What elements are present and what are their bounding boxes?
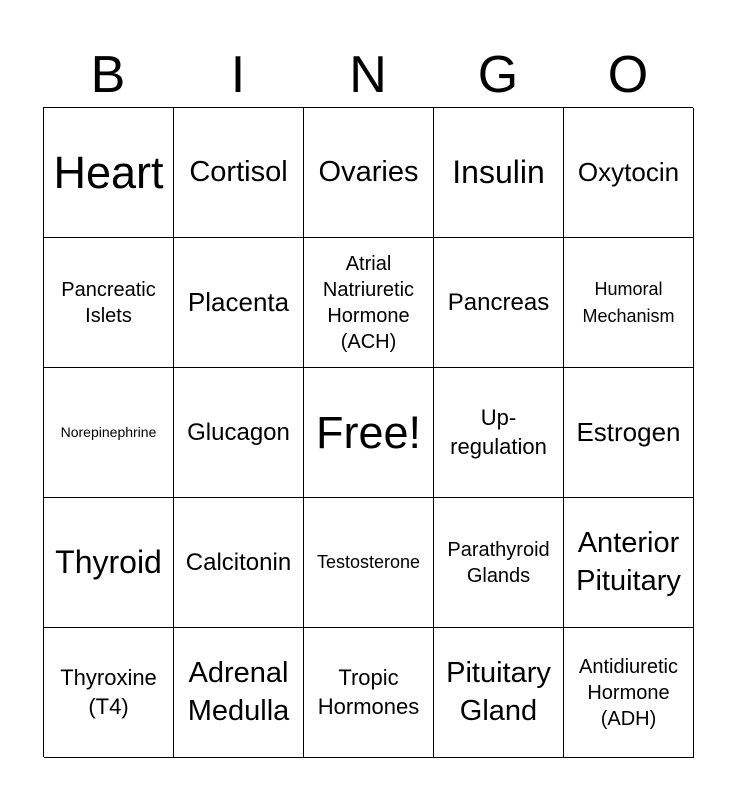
cell-label: Insulin bbox=[452, 154, 545, 191]
cell-label: Thyroxine (T4) bbox=[60, 664, 157, 719]
bingo-card bbox=[43, 107, 693, 757]
header-letter-n: N bbox=[349, 46, 387, 104]
free-space-label: Free! bbox=[315, 406, 422, 458]
bingo-cell[interactable] bbox=[564, 498, 694, 628]
cell-label: Glucagon bbox=[187, 418, 290, 446]
cell-label: Norepinephrine bbox=[60, 424, 157, 441]
bingo-cell[interactable] bbox=[304, 628, 434, 758]
bingo-cell[interactable] bbox=[174, 498, 304, 628]
bingo-cell[interactable] bbox=[434, 628, 564, 758]
cell-label: Adrenal Medulla bbox=[187, 656, 290, 727]
cell-label: Antidiuretic Hormone (ADH) bbox=[579, 655, 678, 730]
bingo-cell[interactable] bbox=[564, 368, 694, 498]
cell-label: Pituitary Gland bbox=[446, 656, 551, 727]
cell-label: Ovaries bbox=[318, 155, 419, 188]
header-letter-o: O bbox=[607, 46, 649, 104]
bingo-header bbox=[43, 44, 693, 106]
cell-label: Atrial Natriuretic Hormone (ACH) bbox=[322, 252, 415, 353]
free-space-cell[interactable] bbox=[304, 368, 434, 498]
cell-label: Tropic Hormones bbox=[317, 664, 420, 719]
bingo-cell[interactable] bbox=[564, 628, 694, 758]
bingo-cell[interactable] bbox=[44, 498, 174, 628]
cell-label: Humoral Mechanism bbox=[582, 279, 675, 326]
bingo-cell[interactable] bbox=[44, 108, 174, 238]
cell-label: Estrogen bbox=[576, 416, 681, 447]
header-letter-g: G bbox=[477, 46, 519, 104]
bingo-cell[interactable] bbox=[564, 108, 694, 238]
bingo-cell[interactable] bbox=[44, 238, 174, 368]
bingo-cell[interactable] bbox=[174, 628, 304, 758]
bingo-cell[interactable] bbox=[44, 628, 174, 758]
bingo-cell[interactable] bbox=[174, 368, 304, 498]
header-letter-i: I bbox=[230, 46, 246, 104]
bingo-cell[interactable] bbox=[174, 108, 304, 238]
bingo-cell[interactable] bbox=[564, 238, 694, 368]
bingo-cell[interactable] bbox=[434, 498, 564, 628]
cell-label: Heart bbox=[53, 146, 164, 198]
bingo-cell[interactable] bbox=[174, 238, 304, 368]
cell-label: Pancreas bbox=[447, 288, 550, 316]
cell-label: Cortisol bbox=[189, 155, 288, 188]
header-letter-b: B bbox=[90, 46, 126, 104]
cell-label: Anterior Pituitary bbox=[576, 526, 681, 597]
bingo-cell[interactable] bbox=[304, 238, 434, 368]
cell-label: Thyroid bbox=[55, 544, 162, 581]
bingo-cell[interactable] bbox=[434, 368, 564, 498]
bingo-cell[interactable] bbox=[44, 368, 174, 498]
bingo-cell[interactable] bbox=[304, 108, 434, 238]
bingo-cell[interactable] bbox=[434, 108, 564, 238]
cell-label: Testosterone bbox=[316, 552, 421, 573]
cell-label: Up- regulation bbox=[450, 404, 547, 459]
cell-label: Pancreatic Islets bbox=[61, 278, 156, 327]
cell-label: Placenta bbox=[187, 286, 290, 317]
bingo-cell[interactable] bbox=[304, 498, 434, 628]
cell-label: Parathyroid Glands bbox=[447, 538, 550, 587]
bingo-cell[interactable] bbox=[434, 238, 564, 368]
cell-label: Calcitonin bbox=[185, 548, 292, 576]
cell-label: Oxytocin bbox=[577, 156, 680, 187]
